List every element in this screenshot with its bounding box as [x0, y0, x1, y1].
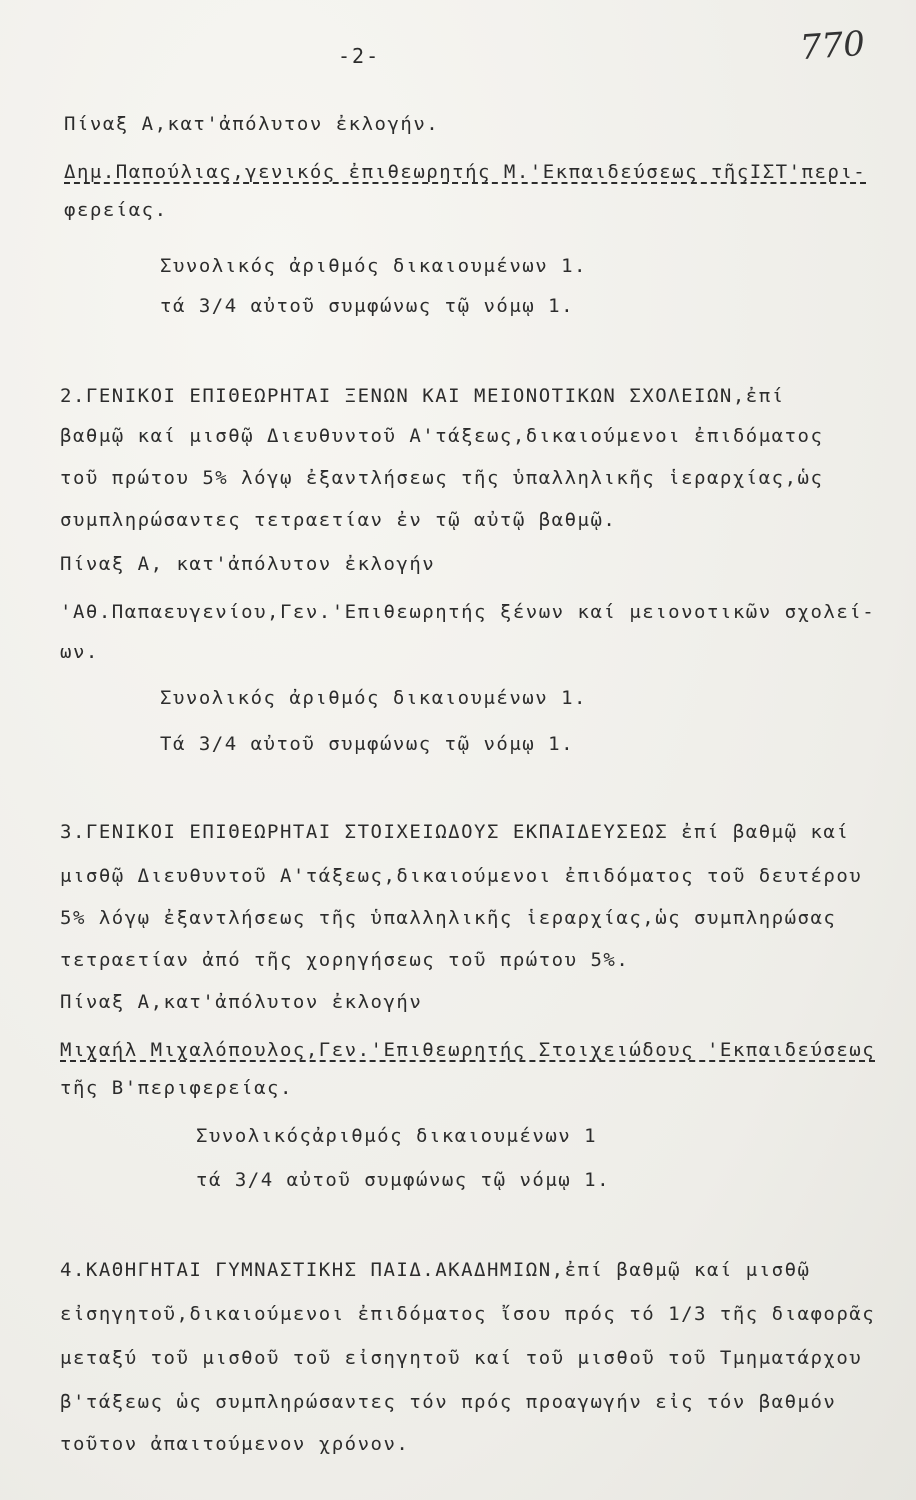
entry-3-line-2: τῆς Β'περιφερείας.	[60, 1077, 293, 1099]
section-3-heading: 3.ΓΕΝΙΚΟΙ ΕΠΙΘΕΩΡΗΤΑΙ ΣΤΟΙΧΕΙΩΔΟΥΣ ΕΚΠΑΙΔΕΥΣΕΩΣ ἐπί βαθμῷ καί	[60, 821, 850, 843]
page-number: -2-	[338, 44, 381, 68]
section-2-line-3: τοῦ πρώτου 5% λόγῳ ἐξαντλήσεως τῆς ὑπαλληλικῆς ἱεραρχίας,ὡς	[60, 467, 824, 489]
table-heading-3: Πίναξ Α,κατ'ἀπόλυτον ἐκλογήν	[60, 991, 423, 1013]
section-2-line-4: συμπληρώσαντες τετραετίαν ἐν τῷ αὐτῷ βαθμῷ.	[60, 509, 617, 531]
section-3-line-4: τετραετίαν ἀπό τῆς χορηγήσεως τοῦ πρώτου 5%.	[60, 949, 630, 971]
quota-3: τά 3/4 αὐτοῦ συμφώνως τῷ νόμῳ 1.	[196, 1169, 611, 1191]
quota-2: Τά 3/4 αὐτοῦ συμφώνως τῷ νόμῳ 1.	[160, 733, 575, 755]
total-3: Συνολικόςἀριθμός δικαιουμένων 1	[196, 1125, 598, 1147]
section-4-line-3: μεταξύ τοῦ μισθοῦ τοῦ εἰσηγητοῦ καί τοῦ μισθοῦ τοῦ Τμηματάρχου	[60, 1347, 863, 1369]
entry-1-line-2: φερείας.	[64, 199, 168, 221]
section-4-line-4: β'τάξεως ὡς συμπληρώσαντες τόν πρός προαγωγήν εἰς τόν βαθμόν	[60, 1391, 837, 1413]
section-2-heading: 2.ΓΕΝΙΚΟΙ ΕΠΙΘΕΩΡΗΤΑΙ ΞΕΝΩΝ ΚΑΙ ΜΕΙΟΝΟΤΙΚΩΝ ΣΧΟΛΕΙΩΝ,ἐπί	[60, 385, 785, 407]
section-3-line-2: μισθῷ Διευθυντοῦ Α'τάξεως,δικαιούμενοι ἐπιδόματος τοῦ δευτέρου	[60, 865, 863, 887]
table-heading-1: Πίναξ Α,κατ'ἀπόλυτον ἐκλογήν.	[64, 113, 440, 135]
table-heading-2: Πίναξ Α, κατ'ἀπόλυτον ἐκλογήν	[60, 553, 436, 575]
total-2: Συνολικός ἀριθμός δικαιουμένων 1.	[160, 687, 587, 709]
entry-2-line-2: ων.	[60, 641, 99, 663]
entry-1-line-1: Δημ.Παπούλιας,γενικός ἐπιθεωρητής Μ.'Εκπαιδεύσεως τῆςΙΣΤ'περι-	[64, 161, 867, 183]
entry-3-line-1: Μιχαήλ Μιχαλόπουλος,Γεν.'Επιθεωρητής Στοιχειώδους 'Εκπαιδεύσεως	[60, 1039, 876, 1061]
section-4-line-5: τοῦτον ἀπαιτούμενον χρόνον.	[60, 1433, 410, 1455]
quota-1: τά 3/4 αὐτοῦ συμφώνως τῷ νόμῳ 1.	[160, 295, 575, 317]
handwritten-page-number: 770	[798, 23, 867, 69]
entry-2-line-1: 'Αθ.Παπαευγενίου,Γεν.'Επιθεωρητής ξένων καί μειονοτικῶν σχολεί-	[60, 601, 876, 623]
section-4-line-2: εἰσηγητοῦ,δικαιούμενοι ἐπιδόματος ἴσου πρός τό 1/3 τῆς διαφορᾶς	[60, 1303, 876, 1325]
total-1: Συνολικός ἀριθμός δικαιουμένων 1.	[160, 255, 587, 277]
section-2-line-2: βαθμῷ καί μισθῷ Διευθυντοῦ Α'τάξεως,δικαιούμενοι ἐπιδόματος	[60, 425, 824, 447]
section-4-heading: 4.ΚΑΘΗΓΗΤΑΙ ΓΥΜΝΑΣΤΙΚΗΣ ΠΑΙΔ.ΑΚΑΔΗΜΙΩΝ,ἐπί βαθμῷ καί μισθῷ	[60, 1259, 811, 1281]
section-3-line-3: 5% λόγῳ ἐξαντλήσεως τῆς ὑπαλληλικῆς ἱεραρχίας,ὡς συμπληρώσας	[60, 907, 837, 929]
